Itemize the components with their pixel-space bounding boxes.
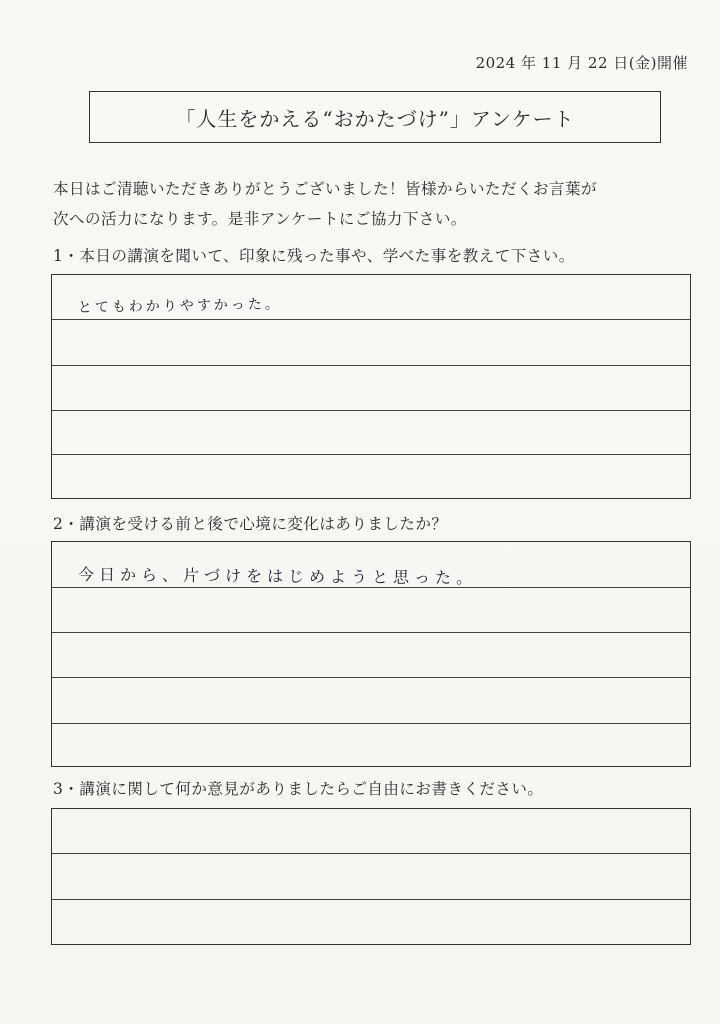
intro-line-2: 次への活力になります。是非アンケートにご協力下さい。 [53,210,467,228]
event-date: 2024 年 11 月 22 日(金)開催 [475,54,688,72]
question-1-label: 1・本日の講演を聞いて、印象に残った事や、学べた事を教えて下さい。 [53,247,575,265]
survey-title-text: 「人生をかえる“おかたづけ”」アンケート [175,106,575,131]
answer-box-1[interactable] [51,274,691,499]
answer-line[interactable] [52,724,690,766]
answer-line[interactable] [52,275,690,320]
answer-line[interactable] [52,900,690,944]
answer-line[interactable] [52,542,690,588]
answer-line[interactable] [52,809,690,854]
survey-title [89,91,661,143]
answer-line[interactable] [52,455,690,498]
intro-text [53,174,693,234]
intro-line-1: 本日はご清聴いただきありがとうございました！皆様からいただくお言葉が [53,180,598,198]
handwritten-answer-2: 今日から、片づけをはじめようと思った。 [78,565,478,588]
answer-line[interactable] [52,366,690,411]
answer-line[interactable] [52,320,690,366]
answer-box-3[interactable] [51,808,691,945]
answer-line[interactable] [52,678,690,724]
answer-line[interactable] [52,633,690,678]
answer-box-2[interactable] [51,541,691,767]
answer-line[interactable] [52,854,690,900]
question-2-label: 2・講演を受ける前と後で心境に変化はありましたか？ [53,515,448,533]
question-3-label: 3・講演に関して何か意見がありましたらご自由にお書きください。 [53,780,544,798]
answer-line[interactable] [52,588,690,633]
handwritten-answer-1: とてもわかりやすかった。 [77,296,282,317]
answer-line[interactable] [52,411,690,455]
